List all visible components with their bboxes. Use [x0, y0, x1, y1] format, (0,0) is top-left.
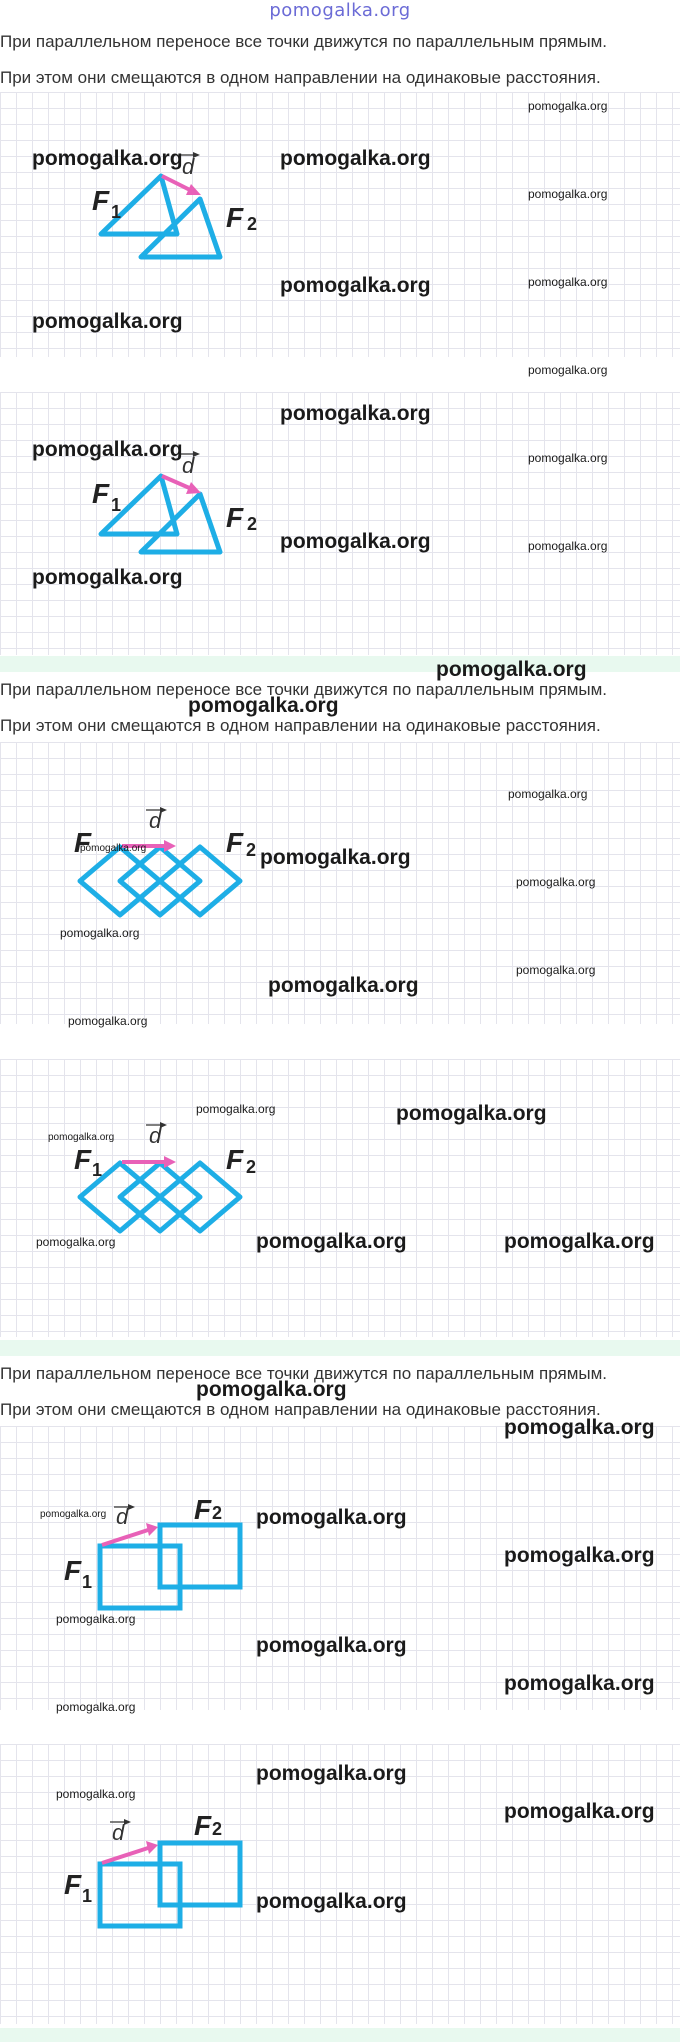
watermark: pomogalka.org — [32, 566, 183, 589]
vector-d-arrow — [102, 1848, 148, 1863]
label-f1-sub: 1 — [92, 1160, 103, 1180]
watermark: pomogalka.org — [504, 1800, 655, 1823]
watermark: pomogalka.org — [504, 1672, 655, 1695]
watermark: pomogalka.org — [40, 1509, 107, 1520]
watermark: pomogalka.org — [256, 1890, 407, 1913]
label-f2: F — [226, 502, 244, 533]
vector-d-arrowhead — [164, 840, 176, 852]
vector-d-label: d — [182, 453, 195, 478]
label-f2: F — [226, 827, 244, 858]
definition-line-2: При этом они смещаются в одном направлении на одинаковые расстояния. — [0, 1400, 601, 1419]
watermark: pomogalka.org — [516, 875, 596, 889]
watermark: pomogalka.org — [280, 274, 431, 297]
vector-d-arrowhead — [164, 1156, 176, 1168]
watermark: pomogalka.org — [256, 1506, 407, 1529]
rectangle-f2 — [160, 1525, 240, 1587]
watermark: pomogalka.org — [504, 1544, 655, 1567]
label-f1: F — [64, 1869, 82, 1900]
section-divider — [0, 1340, 680, 1356]
watermark: pomogalka.org — [280, 402, 431, 425]
label-f1-sub: 1 — [82, 1886, 93, 1906]
label-f1-sub: 1 — [111, 495, 122, 515]
label-f2-sub: 2 — [212, 1819, 223, 1839]
watermark: pomogalka.org — [528, 99, 608, 113]
label-f1: F — [92, 478, 110, 509]
definition-line-1: При параллельном переносе все точки движутся по параллельным прямым. — [0, 1364, 608, 1383]
watermark: pomogalka.org — [396, 1102, 547, 1125]
section-divider — [0, 2028, 680, 2042]
label-f1-sub: 1 — [111, 202, 122, 222]
definition-line-2: При этом они смещаются в одном направлении на одинаковые расстояния. — [0, 716, 601, 735]
watermark: pomogalka.org — [32, 147, 183, 170]
label-f2: F — [226, 1144, 244, 1175]
vector-d-bar-head — [128, 1504, 135, 1510]
watermark: pomogalka.org — [528, 539, 608, 553]
rectangle-translation-figure-1 — [0, 1426, 680, 1710]
label-f2: F — [194, 1810, 212, 1841]
vector-d-label: d — [149, 808, 162, 833]
vector-d-label: d — [116, 1504, 129, 1529]
label-f2-sub: 2 — [246, 1157, 257, 1177]
watermark: pomogalka.org — [260, 846, 411, 869]
vector-d-arrowhead — [146, 1841, 158, 1854]
triangle-f2 — [141, 494, 220, 552]
watermark: pomogalka.org — [436, 658, 587, 681]
watermark: pomogalka.org — [48, 1132, 115, 1143]
watermark: pomogalka.org — [56, 1700, 136, 1714]
label-f1-sub: 1 — [82, 1572, 93, 1592]
triangle-f2 — [141, 199, 220, 257]
watermark: pomogalka.org — [80, 843, 147, 854]
vector-d-bar-head — [124, 1819, 131, 1825]
watermark: pomogalka.org — [32, 438, 183, 461]
watermark: pomogalka.org — [256, 1762, 407, 1785]
definition-line-1: При параллельном переносе все точки движутся по параллельным прямым. — [0, 680, 608, 699]
label-f2: F — [194, 1494, 212, 1525]
vector-d-arrowhead — [146, 1523, 158, 1536]
label-f1: F — [64, 1555, 82, 1586]
watermark: pomogalka.org — [256, 1230, 407, 1253]
label-f1: F — [74, 827, 92, 858]
watermark: pomogalka.org — [196, 1378, 347, 1401]
label-f2-sub: 2 — [246, 840, 257, 860]
label-f2-sub: 2 — [212, 1503, 223, 1523]
watermark: pomogalka.org — [196, 1102, 276, 1116]
vector-d-arrow — [102, 1530, 148, 1545]
label-f2-sub: 2 — [247, 514, 258, 534]
watermark: pomogalka.org — [516, 963, 596, 977]
watermark: pomogalka.org — [508, 787, 588, 801]
rectangle-f1 — [100, 1864, 180, 1926]
watermark: pomogalka.org — [528, 451, 608, 465]
watermark: pomogalka.org — [280, 147, 431, 170]
watermark: pomogalka.org — [504, 1416, 655, 1439]
watermark: pomogalka.org — [528, 275, 608, 289]
rhombus-translation-figure-2 — [0, 1059, 680, 1337]
triangle-translation-figure-2 — [0, 392, 680, 655]
watermark: pomogalka.org — [56, 1787, 136, 1801]
watermark: pomogalka.org — [268, 974, 419, 997]
watermark: pomogalka.org — [188, 694, 339, 717]
watermark: pomogalka.org — [68, 1014, 148, 1028]
definition-line-1: При параллельном переносе все точки движутся по параллельным прямым. — [0, 32, 608, 51]
watermark: pomogalka.org — [36, 1235, 116, 1249]
watermark: pomogalka.org — [256, 1634, 407, 1657]
site-title[interactable]: pomogalka.org — [269, 0, 411, 21]
watermark: pomogalka.org — [504, 1230, 655, 1253]
rectangle-f1 — [100, 1546, 180, 1608]
watermark: pomogalka.org — [280, 530, 431, 553]
watermark: pomogalka.org — [56, 1612, 136, 1626]
label-f1: F — [74, 1144, 92, 1175]
rectangle-f2 — [160, 1843, 240, 1905]
vector-d-label: d — [182, 154, 195, 179]
rectangle-translation-figure-2 — [0, 1744, 680, 2024]
vector-d-label: d — [112, 1820, 125, 1845]
vector-d-label: d — [149, 1123, 162, 1148]
watermark: pomogalka.org — [528, 187, 608, 201]
watermark: pomogalka.org — [528, 363, 608, 377]
label-f2-sub: 2 — [247, 214, 258, 234]
label-f2: F — [226, 202, 244, 233]
label-f1: F — [92, 185, 110, 216]
watermark: pomogalka.org — [60, 926, 140, 940]
definition-line-2: При этом они смещаются в одном направлении на одинаковые расстояния. — [0, 68, 601, 87]
watermark: pomogalka.org — [32, 310, 183, 333]
